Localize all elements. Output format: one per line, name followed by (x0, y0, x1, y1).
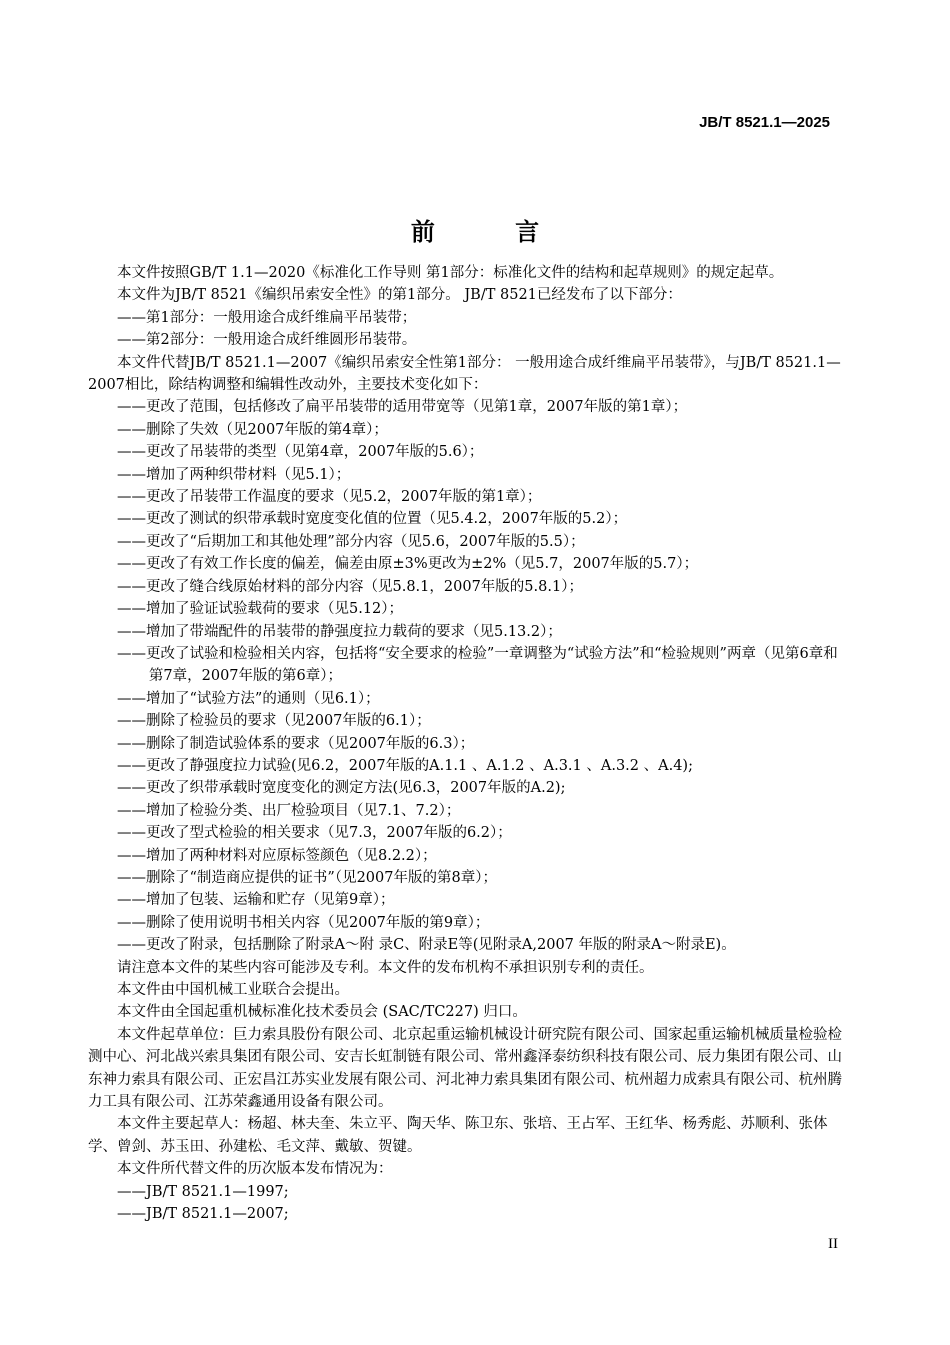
document-code: JB/T 8521.1—2025 (699, 114, 830, 131)
list-item: ——第1部分：一般用途合成纤维扁平吊装带； (117, 309, 417, 326)
list-item: ——删除了检验员的要求（见2007年版的6.1）； (117, 713, 431, 730)
list-item: ——更改了测试的织带承载时宽度变化值的位置（见5.4.2，2007年版的5.2）； (117, 511, 628, 528)
list-item: ——增加了“试验方法”的通则（见6.1）； (117, 690, 380, 707)
list-item: ——删除了“制造商应提供的证书”（见2007年版的第8章）； (117, 869, 497, 886)
page-number: II (828, 1236, 838, 1252)
list-item: ——更改了缝合线原始材料的部分内容（见5.8.1，2007年版的5.8.1）； (117, 578, 583, 595)
paragraph: 请注意本文件的某些内容可能涉及专利。本文件的发布机构不承担识别专利的责任。 (117, 959, 654, 976)
paragraph: 本文件由全国起重机械标准化技术委员会 (SAC/TC227) 归口。 (117, 1004, 527, 1021)
list-item: ——第2部分：一般用途合成纤维圆形吊装带。 (117, 332, 417, 349)
list-item: ——删除了失效（见2007年版的第4章）； (117, 421, 388, 438)
list-item: ——删除了制造试验体系的要求（见2007年版的6.3）； (117, 735, 475, 752)
list-item: ——增加了带端配件的吊装带的静强度拉力载荷的要求（见5.13.2）； (117, 623, 562, 640)
list-item: ——增加了检验分类、出厂检验项目（见7.1、7.2）； (117, 802, 461, 819)
paragraph: 本文件所代替文件的历次版本发布情况为： (117, 1161, 393, 1178)
paragraph: 本文件由中国机械工业联合会提出。 (117, 982, 349, 998)
paragraph: 本文件代替JB/T 8521.1—2007《编织吊索安全性第1部分： 一般用途合成纤维扁平吊装带》，与JB/T 8521.1—2007相比，除结构调整和编辑性改动外，主要技术变化如下： (88, 354, 841, 394)
list-item: ——JB/T 8521.1—1997; (117, 1183, 289, 1200)
list-item: ——更改了吊装带的类型（见第4章，2007年版的5.6）； (117, 444, 484, 461)
list-item: ——更改了“后期加工和其他处理”部分内容（见5.6，2007年版的5.5）； (117, 533, 585, 550)
paragraph: 本文件主要起草人：杨超、林夫奎、朱立平、陶天华、陈卫东、张培、王占军、王红华、杨秀彪、苏顺利、张体学、曾剑、苏玉田、孙建松、毛文萍、戴敏、贺键。 (88, 1116, 828, 1155)
foreword-body (88, 262, 848, 1225)
list-item: ——更改了范围，包括修改了扁平吊装带的适用带宽等（见第1章，2007年版的第1章）； (117, 399, 688, 416)
list-item: ——更改了织带承载时宽度变化的测定方法(见6.3，2007年版的A.2); (117, 780, 566, 797)
paragraph: 本文件按照GB/T 1.1—2020《标准化工作导则 第1部分：标准化文件的结构和起草规则》的规定起草。 (117, 265, 784, 281)
list-item: ——增加了验证试验载荷的要求（见5.12）； (117, 601, 404, 618)
list-item: ——更改了静强度拉力试验(见6.2，2007年版的A.1.1 、A.1.2 、A.3.1 、A.3.2 、A.4); (117, 757, 693, 774)
paragraph: 本文件起草单位：巨力索具股份有限公司、北京起重运输机械设计研究院有限公司、国家起重运输机械质量检验检测中心、河北战兴索具集团有限公司、安吉长虹制链有限公司、常州鑫泽泰纺织科技有限公司、辰力集团有限公司、山东神力索具有限公司、正宏昌江苏实业发展有限公司、河北神力索具集团有限公司、杭州超力成索具有限公司、杭州腾力工具有限公司、江苏荣鑫通用设备有限公司。 (88, 1026, 842, 1111)
list-item: ——JB/T 8521.1—2007; (117, 1206, 289, 1223)
list-item: ——更改了试验和检验相关内容，包括将“安全要求的检验”一章调整为“试验方法”和“检验规则”两章（见第6章和第7章，2007年版的第6章）； (117, 645, 838, 685)
list-item: ——增加了包装、运输和贮存（见第9章）； (117, 892, 395, 909)
list-item: ——更改了附录，包括删除了附录A～附 录C、附录E等(见附录A,2007 年版的附录A～附录E)。 (117, 937, 736, 954)
list-item: ——删除了使用说明书相关内容（见2007年版的第9章）； (117, 914, 490, 931)
list-item: ——增加了两种织带材料（见5.1）； (117, 466, 351, 483)
list-item: ——更改了有效工作长度的偏差，偏差由原±3%更改为±2%（见5.7，2007年版的5.7）； (117, 556, 699, 573)
list-item: ——更改了吊装带工作温度的要求（见5.2，2007年版的第1章）； (117, 489, 542, 506)
page-title: 前 言 (410, 218, 576, 246)
paragraph: 本文件为JB/T 8521《编织吊索安全性》的第1部分。 JB/T 8521已经发布了以下部分： (117, 287, 682, 304)
list-item: ——增加了两种材料对应原标签颜色（见8.2.2）； (117, 847, 437, 864)
list-item: ——更改了型式检验的相关要求（见7.3，2007年版的6.2）； (117, 825, 512, 842)
